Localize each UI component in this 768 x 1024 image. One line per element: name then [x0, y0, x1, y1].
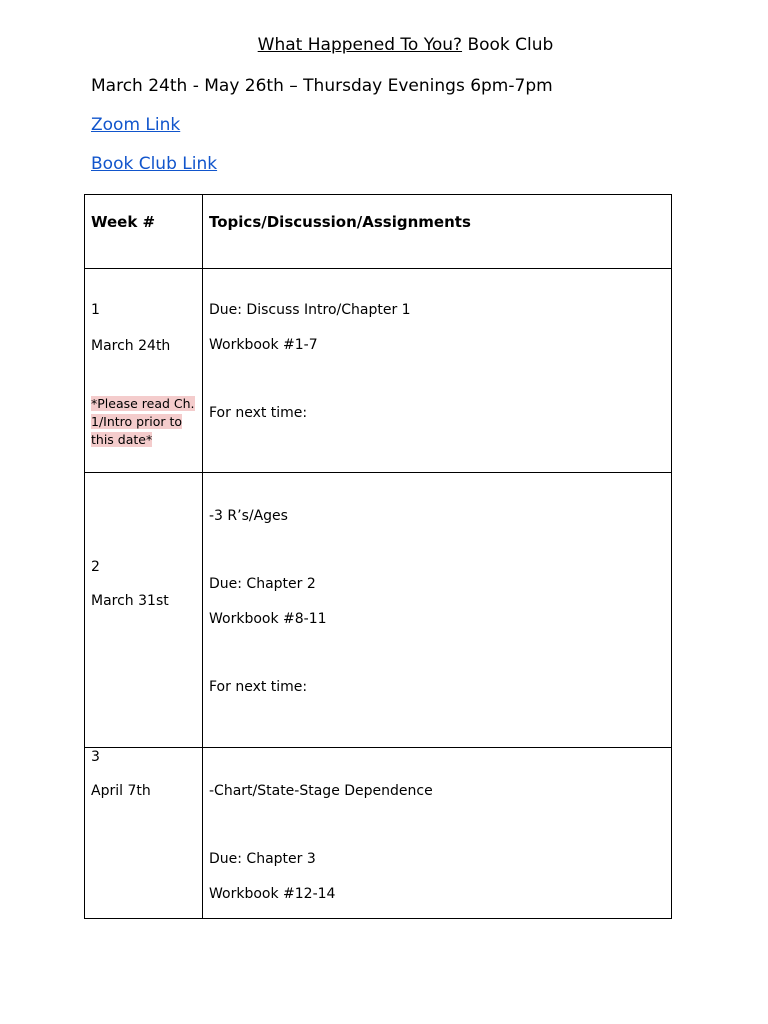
- table-header-row: [85, 195, 672, 269]
- title-book-name: What Happened To You?: [257, 35, 463, 55]
- week-date: April 7th: [91, 783, 151, 799]
- topic-line: Workbook #8-11: [209, 611, 327, 627]
- topic-line: Due: Chapter 3: [209, 851, 316, 867]
- week-cell: [85, 269, 203, 473]
- week-number: 3: [91, 749, 100, 765]
- reading-note: *Please read Ch. 1/Intro prior to this date*: [91, 396, 195, 447]
- zoom-link[interactable]: Zoom Link: [91, 115, 181, 135]
- book-club-link[interactable]: Book Club Link: [91, 154, 218, 174]
- topics-column-header: Topics/Discussion/Assignments: [209, 213, 471, 231]
- topics-cell: [203, 269, 672, 473]
- schedule-table: [84, 194, 672, 919]
- topic-line: For next time:: [209, 405, 308, 421]
- table-row: [85, 269, 672, 473]
- topics-cell: [203, 473, 672, 748]
- header-cell-week: [85, 195, 203, 269]
- week-cell: [85, 473, 203, 748]
- topic-line: Workbook #12-14: [209, 886, 336, 902]
- week-date: March 24th: [91, 338, 171, 354]
- topic-line: -3 R’s/Ages: [209, 508, 288, 524]
- week-date: March 31st: [91, 593, 169, 609]
- week-column-header: Week #: [91, 213, 156, 231]
- topics-cell: [203, 748, 672, 919]
- week-number: 2: [91, 559, 100, 575]
- topic-line: -Chart/State-Stage Dependence: [209, 783, 433, 799]
- week-cell: [85, 748, 203, 919]
- document-title: [0, 33, 768, 57]
- table-row: [85, 473, 672, 748]
- schedule-dates: March 24th - May 26th – Thursday Evenings 6pm-7pm: [91, 76, 553, 96]
- table-row: [85, 748, 672, 919]
- topic-line: Due: Chapter 2: [209, 576, 316, 592]
- topic-line: Workbook #1-7: [209, 337, 318, 353]
- header-cell-topics: [203, 195, 672, 269]
- title-suffix: Book Club: [462, 35, 554, 55]
- topic-line: Due: Discuss Intro/Chapter 1: [209, 302, 411, 318]
- topic-line: For next time:: [209, 679, 308, 695]
- week-number: 1: [91, 302, 100, 318]
